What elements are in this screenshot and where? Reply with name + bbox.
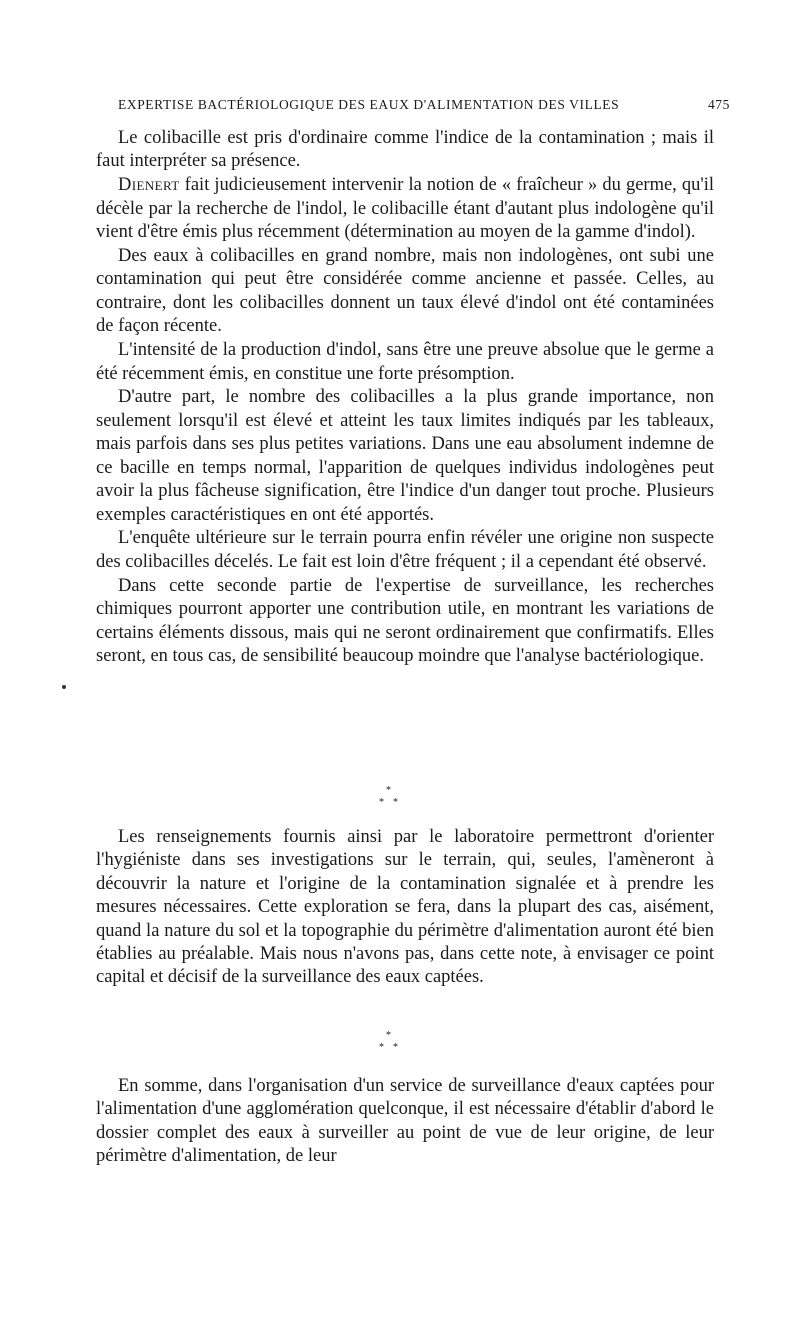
paragraph — [96, 174, 714, 244]
author-name: Dienert — [118, 175, 180, 196]
section-2 — [96, 826, 714, 990]
asterisk: * — [379, 1042, 384, 1053]
paragraph: Les renseignements fournis ainsi par le laboratoire permettront d'orienter l'hygiéniste dans ses investigations sur le terrain, qui, seules, l'amèneront à découvrir la nature et l'origine de la contamination signalée et à prendre les mesures nécessaires. Cette exploration se fera, dans la plupart des cas, aisément, quand la nature du sol et la topographie du périmètre d'alimentation auront été bien établies au préalable. Mais nous n'avons pas, dans cette note, à envisager ce point capital et décisif de la surveillance des eaux captées. — [96, 827, 714, 988]
running-header — [118, 97, 730, 113]
asterisk: * — [386, 785, 391, 796]
section-1 — [96, 127, 714, 669]
paragraph: Le colibacille est pris d'ordinaire comme l'indice de la contamination ; mais il faut interpréter sa présence. — [96, 128, 714, 172]
paragraph: Des eaux à colibacilles en grand nombre, mais non indologènes, ont subi une contamination qui peut être considérée comme ancienne et passée. Celles, au contraire, dont les colibacilles donnent un taux élevé d'indol ont été contaminées de façon récente. — [96, 246, 714, 337]
page-number: 475 — [707, 97, 730, 112]
running-title: EXPERTISE BACTÉRIOLOGIQUE DES EAUX D'ALIMENTATION DES VILLES — [118, 97, 620, 112]
asterisk: * — [386, 1030, 391, 1041]
paragraph: D'autre part, le nombre des colibacilles a la plus grande importance, non seulement lorsqu'il est élevé et atteint les taux limites indiqués par les tableaux, mais parfois dans ses plus petites variations. Dans une eau absolument indemne de ce bacille en temps normal, l'apparition de quelques individus indologènes peut avoir la plus fâcheuse signification, être l'indice d'un danger tout proche. Plusieurs exemples caractéristiques en ont été apportés. — [96, 387, 714, 525]
margin-mark — [62, 685, 66, 689]
paragraph-text: fait judicieusement intervenir la notion de « fraîcheur » du germe, qu'il décèle par la recherche de l'indol, le colibacille étant d'autant plus indologène qu'il vient d'être émis plus récemment (détermination au moyen de la gamme d'indol). — [96, 175, 714, 243]
paragraph: L'intensité de la production d'indol, sans être une preuve absolue que le germe a été récemment émis, en constitue une forte présomption. — [96, 340, 714, 384]
section-3 — [96, 1075, 714, 1169]
paragraph: En somme, dans l'organisation d'un service de surveillance d'eaux captées pour l'alimentation d'une agglomération quelconque, il est nécessaire d'établir d'abord le dossier complet des eaux à surveiller au point de vue de leur origine, de leur périmètre d'alimentation, de leur — [96, 1076, 714, 1167]
asterism-separator — [378, 1031, 398, 1057]
asterisk: * — [379, 797, 384, 808]
paragraph: Dans cette seconde partie de l'expertise de surveillance, les recherches chimiques pourront apporter une contribution utile, en montrant les variations de certains éléments dissous, mais qui ne seront ordinairement que confirmatifs. Elles seront, en tous cas, de sensibilité beaucoup moindre que l'analyse bactériologique. — [96, 575, 714, 666]
asterisk: * — [393, 1042, 398, 1053]
paragraph: L'enquête ultérieure sur le terrain pourra enfin révéler une origine non suspecte des colibacilles décelés. Le fait est loin d'être fréquent ; il a cependant été observé. — [96, 528, 714, 572]
asterisk: * — [393, 797, 398, 808]
asterism-separator — [378, 786, 398, 812]
